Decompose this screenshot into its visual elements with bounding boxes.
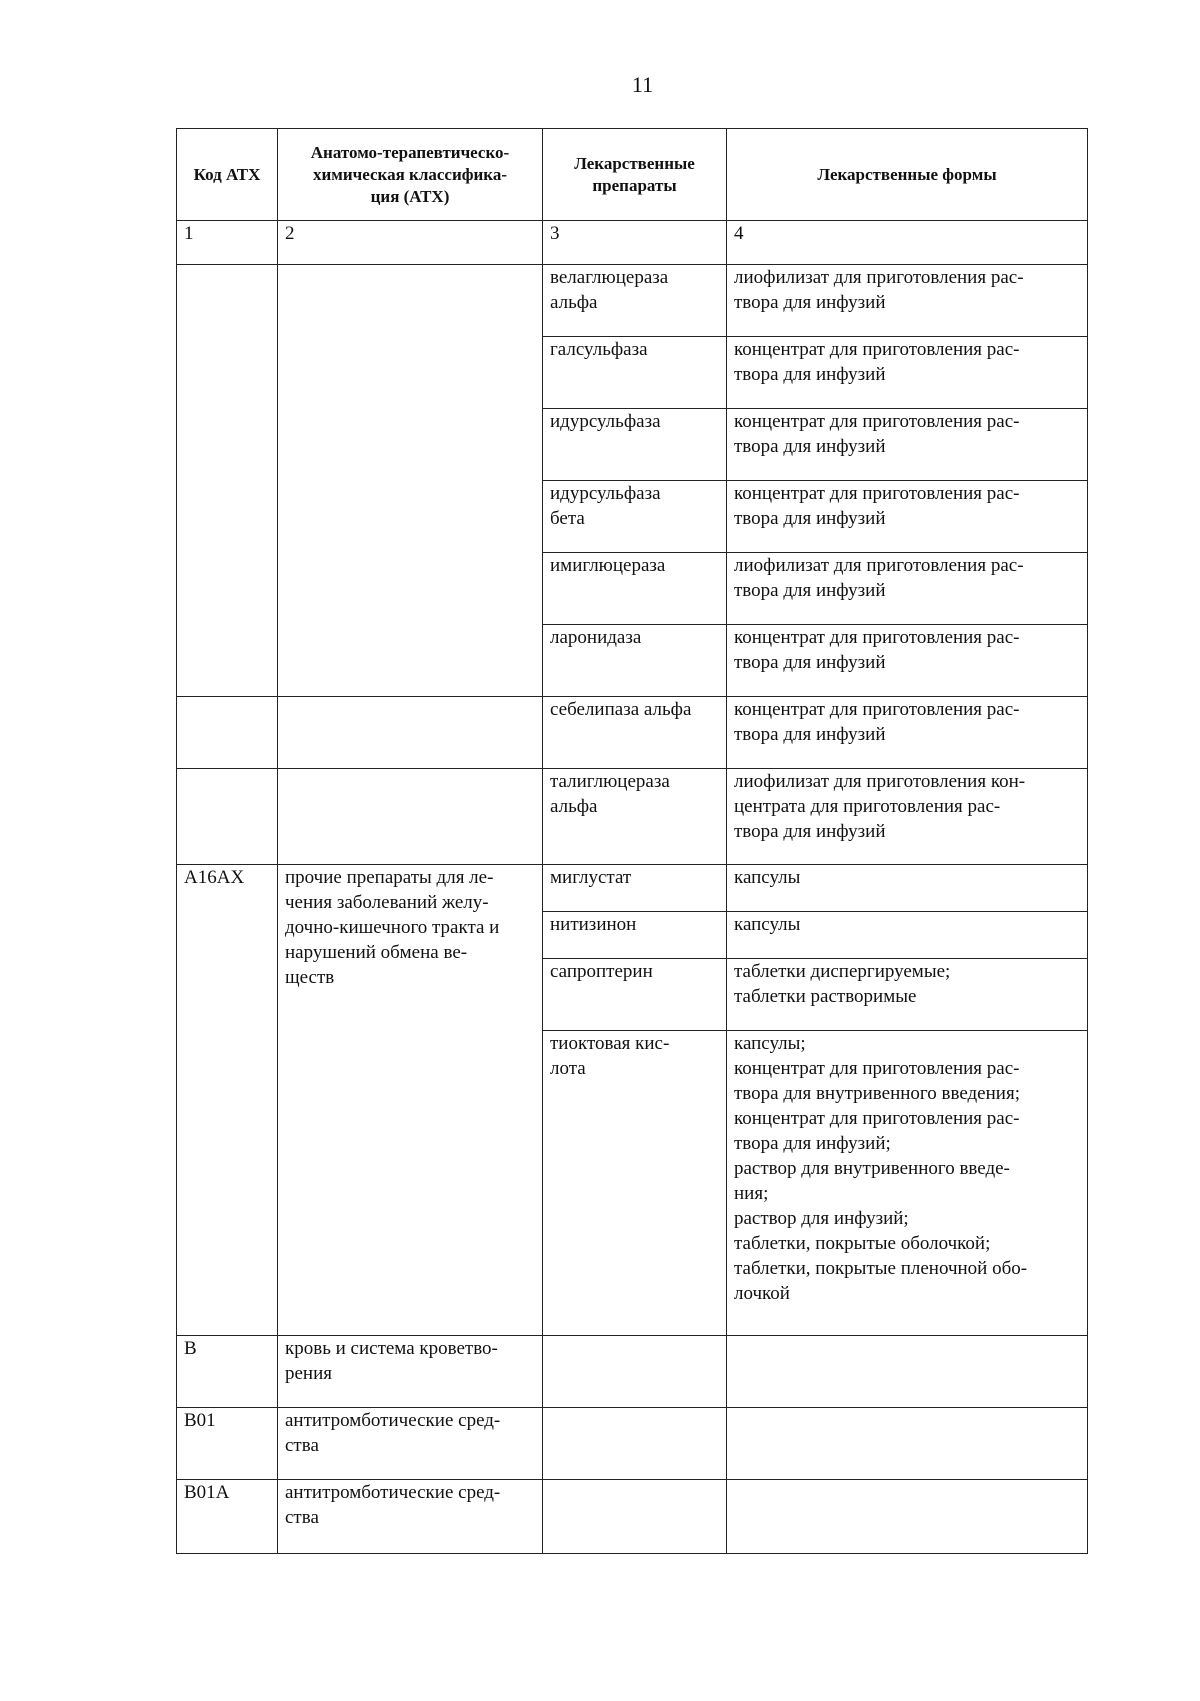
empty-drug-cell [543,1480,727,1554]
drug-name: идурсульфаза бета [543,481,727,553]
drug-name: идурсульфаза [543,409,727,481]
table-row [177,697,1088,769]
dosage-form: лиофилизат для приготовления кон- центрата для приготовления рас- твора для инфузий [727,769,1088,865]
atc-code: A16AX [177,865,278,1336]
empty-code-cell [177,697,278,769]
atc-code: B01A [177,1480,278,1554]
dosage-form: таблетки диспергируемые; таблетки растворимые [727,959,1088,1031]
header-atc-classification: Анатомо-терапевтическо- химическая классифика- ция (АТХ) [278,129,543,221]
table-row [177,1336,1088,1408]
empty-code-cell [177,265,278,697]
atc-class-name: кровь и система кроветво- рения [278,1336,543,1408]
empty-drug-cell [543,1408,727,1480]
atc-code: B01 [177,1408,278,1480]
empty-class-cell [278,769,543,865]
column-number: 4 [727,221,1088,265]
dosage-form: капсулы [727,865,1088,912]
drug-name: велаглюцераза альфа [543,265,727,337]
atc-code: B [177,1336,278,1408]
drug-name: нитизинон [543,912,727,959]
empty-class-cell [278,697,543,769]
drug-name: галсульфаза [543,337,727,409]
atc-class-name: прочие препараты для ле- чения заболеваний желу- дочно-кишечного тракта и нарушений обмена ве- ществ [278,865,543,1336]
dosage-form: лиофилизат для приготовления рас- твора для инфузий [727,265,1088,337]
atc-table [176,128,1088,1554]
empty-form-cell [727,1408,1088,1480]
column-number: 3 [543,221,727,265]
column-number-row [177,221,1088,265]
drug-name: ларонидаза [543,625,727,697]
column-number: 1 [177,221,278,265]
drug-name: себелипаза альфа [543,697,727,769]
empty-form-cell [727,1336,1088,1408]
header-row [177,129,1088,221]
table-row [177,1480,1088,1554]
drug-name: миглустат [543,865,727,912]
drug-name: сапроптерин [543,959,727,1031]
drug-name: имиглюцераза [543,553,727,625]
dosage-form: концентрат для приготовления рас- твора для инфузий [727,409,1088,481]
header-drugs: Лекарственные препараты [543,129,727,221]
empty-code-cell [177,769,278,865]
dosage-form: концентрат для приготовления рас- твора для инфузий [727,481,1088,553]
drug-name: тиоктовая кис- лота [543,1031,727,1336]
table-row [177,265,1088,337]
header-dosage-forms: Лекарственные формы [727,129,1088,221]
table-row [177,1408,1088,1480]
drug-name: талиглюцераза альфа [543,769,727,865]
table-row [177,769,1088,865]
dosage-form: лиофилизат для приготовления рас- твора для инфузий [727,553,1088,625]
dosage-form: концентрат для приготовления рас- твора для инфузий [727,697,1088,769]
dosage-form: капсулы [727,912,1088,959]
dosage-form: концентрат для приготовления рас- твора для инфузий [727,625,1088,697]
column-number: 2 [278,221,543,265]
empty-form-cell [727,1480,1088,1554]
dosage-form: концентрат для приготовления рас- твора для инфузий [727,337,1088,409]
atc-class-name: антитромботические сред- ства [278,1480,543,1554]
table-row [177,865,1088,912]
header-atc-code: Код АТХ [177,129,278,221]
atc-class-name: антитромботические сред- ства [278,1408,543,1480]
page-number: 11 [631,72,654,97]
dosage-form: капсулы; концентрат для приготовления рас- твора для внутривенного введения; концентрат для приготовления рас- твора для инфузий; раствор для внутривенного введе- ния; раствор для инфузий; таблетки, покрытые оболочкой; таблетки, покрытые пленочной обо- лочкой [727,1031,1088,1336]
empty-class-cell [278,265,543,697]
empty-drug-cell [543,1336,727,1408]
